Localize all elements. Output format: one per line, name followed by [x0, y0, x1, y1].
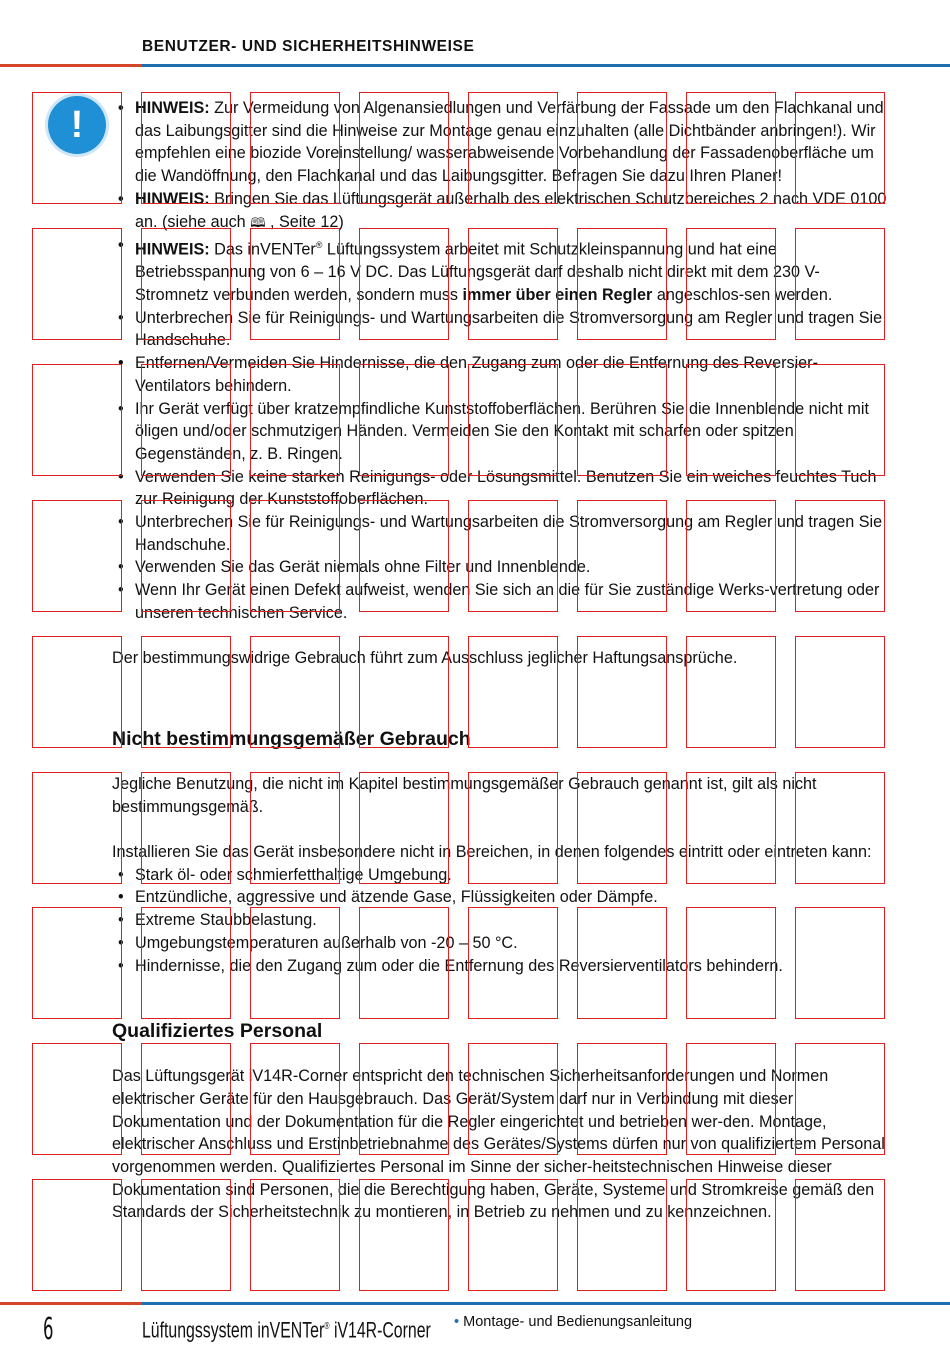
- note-emphasis: immer über einen Regler: [462, 286, 653, 305]
- page-number: 6: [43, 1312, 54, 1347]
- footer-doc-title-text: Montage- und Bedienungsanleitung: [463, 1314, 693, 1330]
- grid-cell: [32, 364, 122, 476]
- note-text: Das inVENTer: [209, 240, 316, 259]
- grid-cell: [32, 772, 122, 884]
- list-item: • Hindernisse, die den Zugang zum oder die Entfernung des Reversierventilators behindern.: [135, 955, 887, 978]
- list-item: • Unterbrechen Sie für Reinigungs- und Wartungsarbeiten die Stromversorgung am Regler und tragen Sie Handschuhe.: [135, 511, 887, 556]
- page-header-title: BENUTZER- UND SICHERHEITSHINWEISE: [142, 38, 475, 55]
- footer-product-a: Lüftungssystem inVENTer: [142, 1317, 325, 1343]
- misuse-list: [112, 864, 887, 978]
- misuse-paragraph: Jegliche Benutzung, die nicht im Kapitel bestimmungsgemäßer Gebrauch genannt ist, gilt als nicht bestimmungsgemäß.: [112, 774, 817, 816]
- footer-registered-mark: ®: [324, 1321, 330, 1332]
- grid-cell: [32, 636, 122, 748]
- note-label: HINWEIS:: [135, 240, 210, 259]
- liability-paragraph: Der bestimmungswidrige Gebrauch führt zum Ausschluss jeglicher Haftungsansprüche.: [112, 649, 738, 668]
- header-rule-red: [0, 64, 142, 67]
- note-text: Zur Vermeidung von Algenansiedlungen und Verfärbung der Fassade um den Flachkanal und das Laibungsgitter sind die Hinweise zur Montage genau einzuhalten (alle Dichtbänder anbringen!). Wir empfehlen eine biozide Voreinstellung/ wasserabweisende Vorbehandlung der Fassadenoberfläche um die Wandöffnung, den Flachkanal und das Laibungsgitter. Befragen Sie dazu Ihren Planer!: [135, 99, 884, 186]
- list-item: • Unterbrechen Sie für Reinigungs- und Wartungsarbeiten die Stromversorgung am Regler und tragen Sie Handschuhe.: [135, 307, 887, 352]
- footer-rule-red: [0, 1302, 142, 1305]
- safety-notes-list: [112, 97, 887, 625]
- header-rule-blue: [142, 64, 950, 67]
- list-item: • Extreme Staubbelastung.: [135, 909, 887, 932]
- personnel-paragraph: Das Lüftungsgerät iV14R-Corner entspricht den technischen Sicherheitsanforderungen und Normen elektrischer Geräte für den Hausgebrauch. Das Gerät/System darf nur in Verbindung mit dieser Dokumentation und der Dokumentation für die Regler eingerichtet und betrieben wer-den. Montage, elektrischer Anschluss und Erstinbetriebnahme des Gerätes/Systems dürfen nur von qualifiziertem Personal vorgenommen werden. Qualifiziertes Personal im Sinne der sicher-heitstechnischen Hinweise dieser Dokumentation sind Personen, die die Berechtigung haben, Geräte, Systeme und Stromkreise gemäß den Standards der Sicherheitstechnik zu montieren, in Betrieb zu nehmen und zu kennzeichnen.: [112, 1067, 885, 1222]
- list-item: • Wenn Ihr Gerät einen Defekt aufweist, wenden Sie sich an die für Sie zuständige Werks-vertretung oder unseren technischen Service.: [135, 579, 887, 624]
- list-item: [135, 97, 887, 188]
- exclamation-icon: [48, 96, 106, 154]
- note-text: Lüftungssystem arbeitet mit Schutzkleinspannung und hat eine Betriebsspannung von 6 – 16 V DC. Das Lüftungsgerät darf deshalb nicht direkt mit dem 230 V-Stromnetz verbunden werden, sondern muss: [135, 240, 820, 305]
- page-content: [112, 97, 887, 1224]
- footer-rule-blue: [142, 1302, 950, 1305]
- list-item: • Ihr Gerät verfügt über kratzempfindliche Kunststoffoberflächen. Berühren Sie die Innenblende nicht mit öligen und/oder schmutzigen Händen. Vermeiden Sie den Kontakt mit scharfen oder spitzen Gegenständen, z. B. Ringen.: [135, 398, 887, 466]
- footer-doc-title: [454, 1314, 692, 1330]
- grid-cell: [32, 1043, 122, 1155]
- book-icon: 🕮: [250, 214, 266, 230]
- grid-cell: [32, 500, 122, 612]
- list-item: • Entfernen/Vermeiden Sie Hindernisse, die den Zugang zum oder die Entfernung des Reversier-Ventilators behindern.: [135, 352, 887, 397]
- note-text: angeschlos-sen werden.: [652, 286, 833, 305]
- list-item: • Verwenden Sie keine starken Reinigungs- oder Lösungsmittel. Benutzen Sie ein weiches feuchtes Tuch zur Reinigung der Kunststoffoberflächen.: [135, 466, 887, 511]
- note-label: HINWEIS:: [135, 99, 210, 117]
- list-item: • Entzündliche, aggressive und ätzende Gase, Flüssigkeiten oder Dämpfe.: [135, 886, 887, 909]
- misuse-heading: Nicht bestimmungsgemäßer Gebrauch: [112, 727, 471, 750]
- list-item: • Stark öl- oder schmierfetthaltige Umgebung.: [135, 864, 887, 887]
- footer-separator: •: [454, 1314, 460, 1330]
- grid-cell: [32, 1179, 122, 1291]
- grid-cell: [32, 907, 122, 1019]
- personnel-heading: Qualifiziertes Personal: [112, 1020, 323, 1043]
- list-item: [135, 234, 887, 307]
- note-text-after: , Seite 12): [265, 212, 344, 231]
- footer-product-b: iV14R-Corner: [329, 1317, 431, 1343]
- list-item: • Umgebungstemperaturen außerhalb von -20 – 50 °C.: [135, 932, 887, 955]
- footer-product-name: [142, 1312, 431, 1345]
- note-label: HINWEIS:: [135, 189, 210, 208]
- exclamation-glyph: !: [70, 104, 84, 146]
- list-item: [135, 188, 887, 234]
- grid-cell: [32, 228, 122, 340]
- list-item: • Verwenden Sie das Gerät niemals ohne Filter und Innenblende.: [135, 556, 887, 579]
- misuse-install-paragraph: Installieren Sie das Gerät insbesondere nicht in Bereichen, in denen folgendes eintritt oder eintreten kann:: [112, 843, 872, 862]
- note-text: Bringen Sie das Lüftungsgerät außerhalb des elektrischen Schutzbereiches 2 nach VDE 0100 an. (siehe auch: [135, 189, 887, 231]
- registered-mark: ®: [315, 240, 323, 251]
